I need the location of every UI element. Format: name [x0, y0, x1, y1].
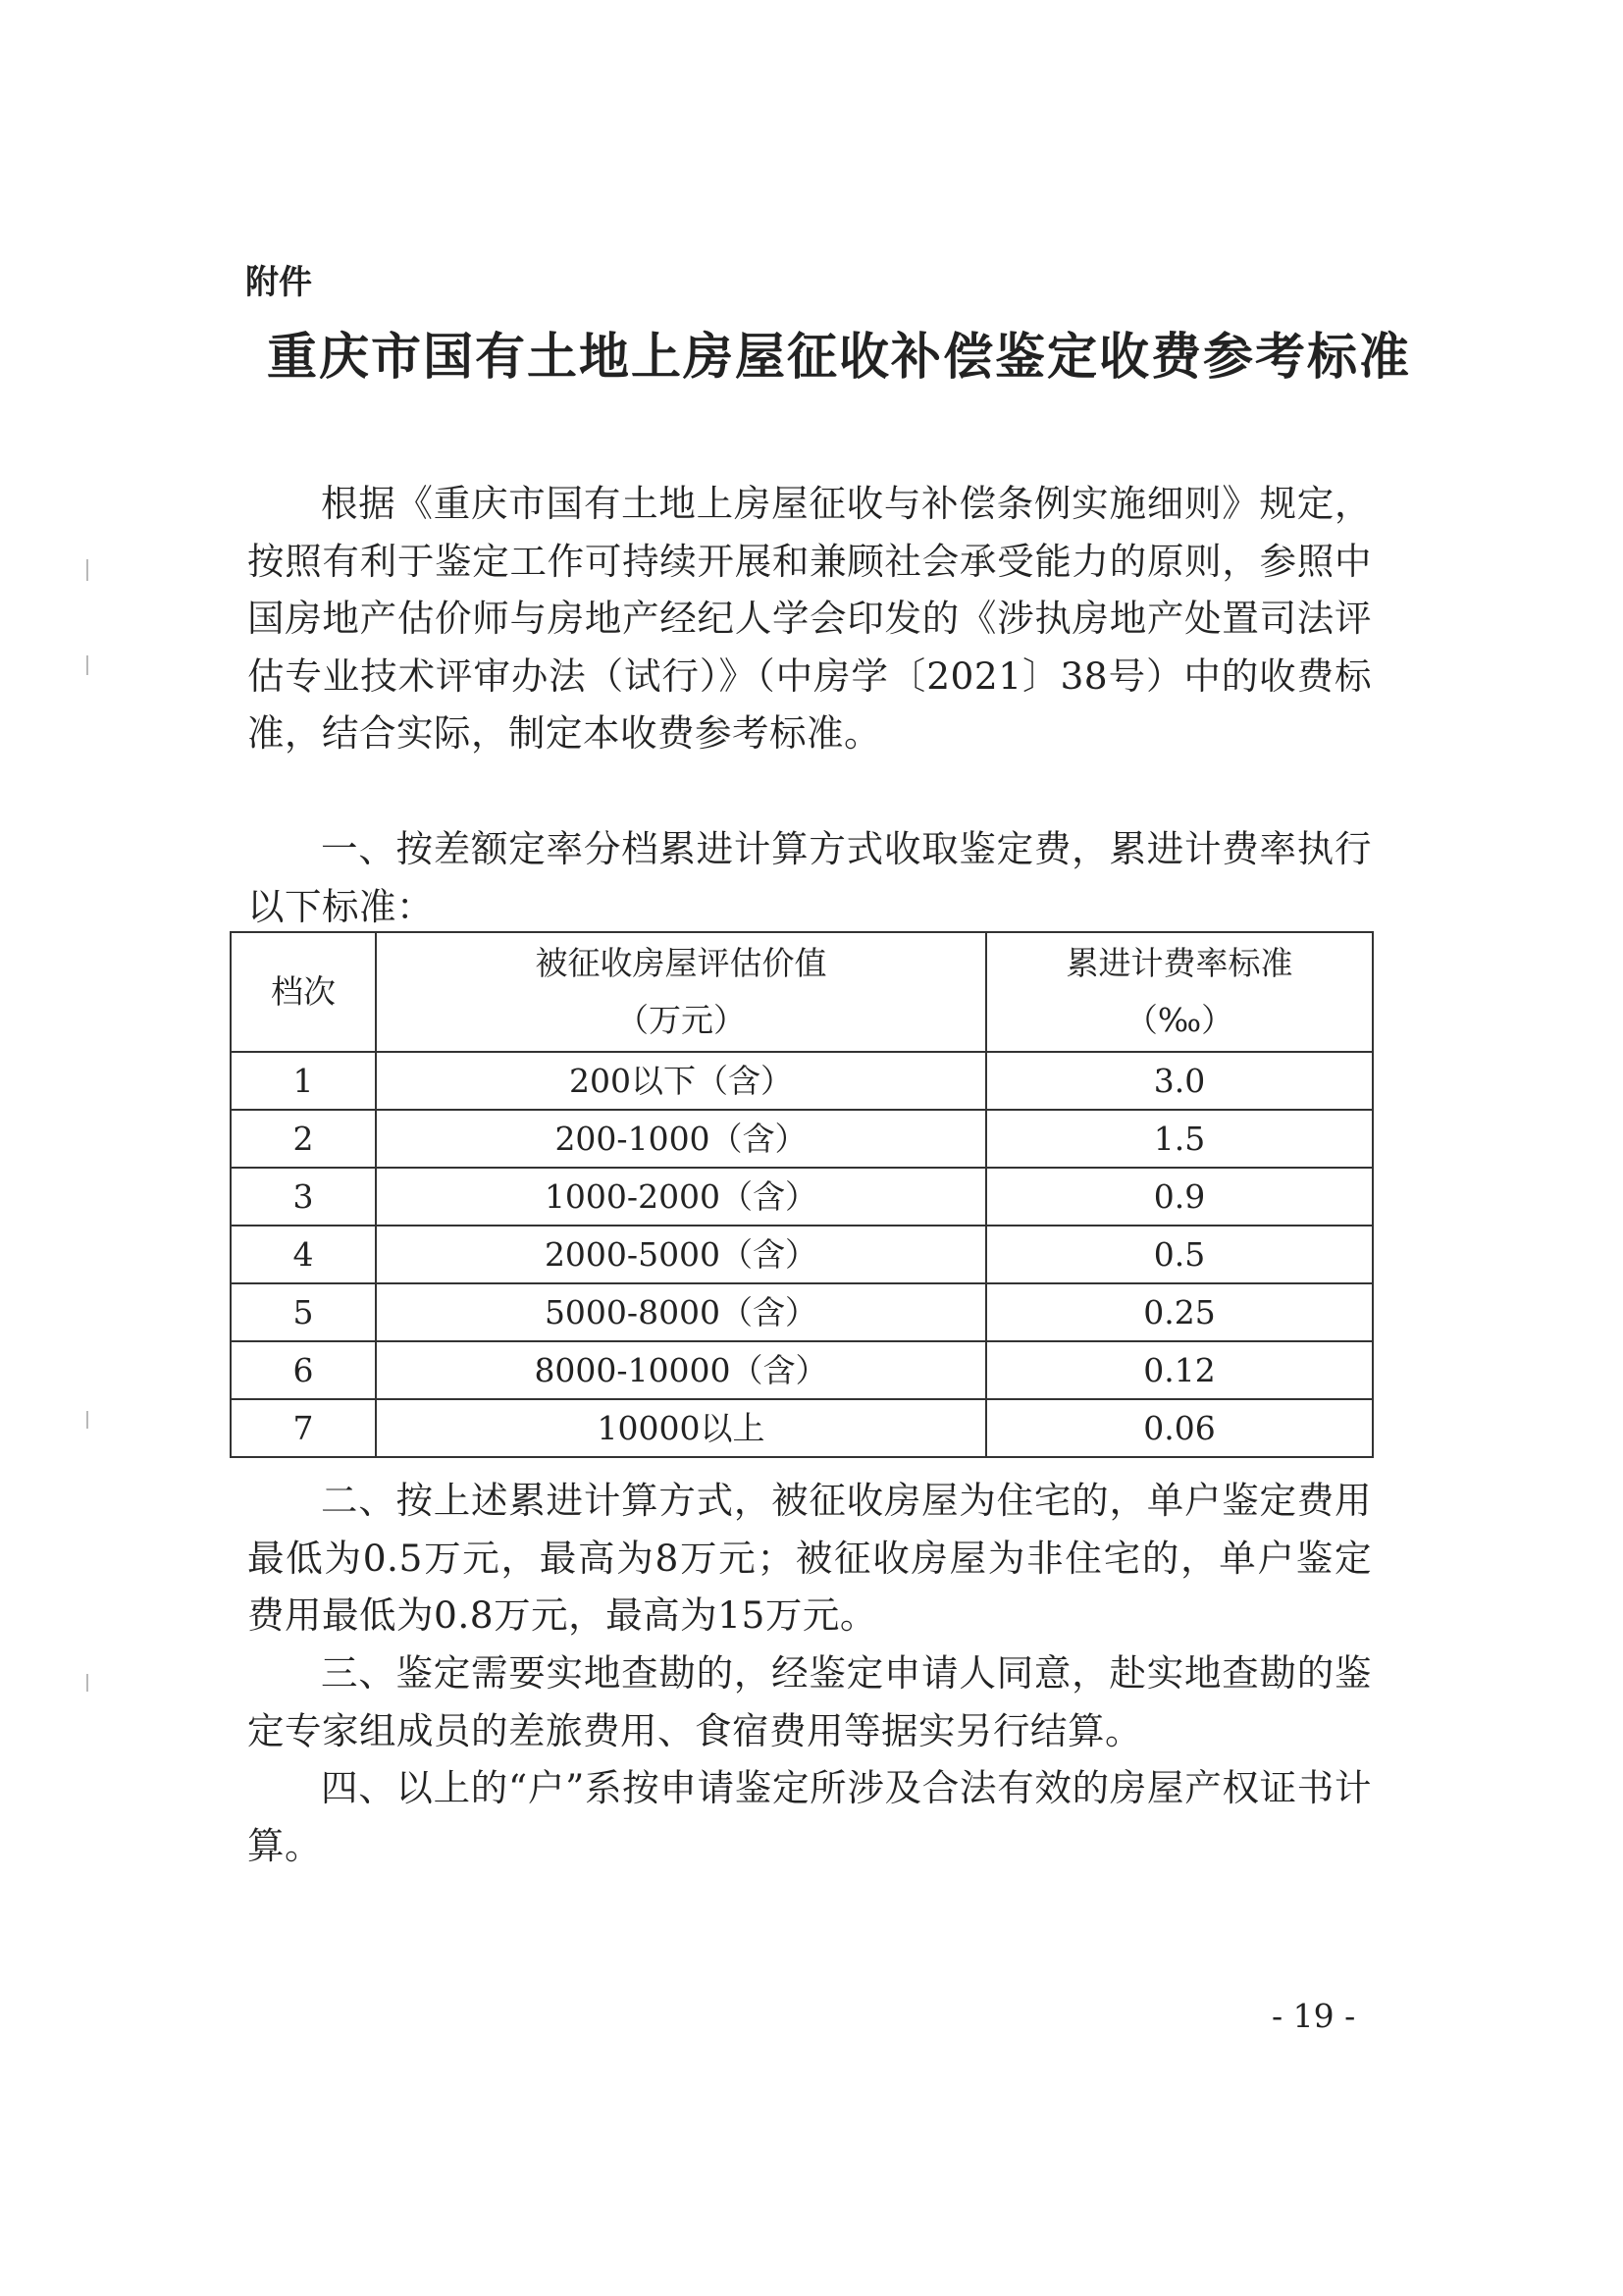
level-cell: 2	[231, 1110, 376, 1168]
scan-edge-mark	[86, 655, 88, 675]
table-header-row	[231, 932, 1373, 1052]
level-cell: 5	[231, 1283, 376, 1341]
assessed-value-cell: 200以下（含）	[376, 1052, 986, 1110]
assessed-value-cell: 8000-10000（含）	[376, 1341, 986, 1399]
assessed-value-column-header	[376, 932, 986, 1052]
table-row	[231, 1283, 1373, 1341]
table-row	[231, 1399, 1373, 1457]
rate-cell: 0.5	[986, 1226, 1373, 1283]
level-cell: 6	[231, 1341, 376, 1399]
assessed-value-cell: 1000-2000（含）	[376, 1168, 986, 1226]
scan-edge-mark	[86, 1411, 88, 1429]
table-row	[231, 1341, 1373, 1399]
rate-cell: 3.0	[986, 1052, 1373, 1110]
assessed-value-cell: 200-1000（含）	[376, 1110, 986, 1168]
table-row	[231, 1226, 1373, 1283]
intro-paragraph: 根据《重庆市国有土地上房屋征收与补偿条例实施细则》规定，按照有利于鉴定工作可持续开展和兼顾社会承受能力的原则，参照中国房地产估价师与房地产经纪人学会印发的《涉执房地产处置司法评估专业技术评审办法（试行）》（中房学〔2021〕38号）中的收费标准，结合实际，制定本收费参考标准。	[247, 482, 1372, 755]
page-number: - 19 -	[1272, 1997, 1356, 2035]
assessed-value-cell: 2000-5000（含）	[376, 1226, 986, 1283]
section-two-paragraph: 二、按上述累进计算方式，被征收房屋为住宅的，单户鉴定费用最低为0.5万元，最高为8万元；被征收房屋为非住宅的，单户鉴定费用最低为0.8万元，最高为15万元。	[247, 1479, 1372, 1637]
rate-cell: 0.06	[986, 1399, 1373, 1457]
table-row	[231, 1110, 1373, 1168]
level-cell: 3	[231, 1168, 376, 1226]
level-cell: 4	[231, 1226, 376, 1283]
rate-cell: 0.9	[986, 1168, 1373, 1226]
rate-cell: 1.5	[986, 1110, 1373, 1168]
assessed-value-cell: 10000以上	[376, 1399, 986, 1457]
fee-rate-table	[230, 931, 1374, 1458]
table-row	[231, 1168, 1373, 1226]
scan-edge-mark	[86, 559, 88, 581]
level-cell: 1	[231, 1052, 376, 1110]
assessed-value-header-line: 被征收房屋评估价值	[535, 944, 827, 982]
table-row	[231, 1052, 1373, 1110]
level-cell: 7	[231, 1399, 376, 1457]
assessed-value-cell: 5000-8000（含）	[376, 1283, 986, 1341]
rate-cell: 0.12	[986, 1341, 1373, 1399]
rate-header-line: 累进计费率标准	[1066, 944, 1293, 982]
rate-column-header	[986, 932, 1373, 1052]
assessed-value-unit: （万元）	[616, 1001, 746, 1039]
section-four-paragraph: 四、以上的“户”系按申请鉴定所涉及合法有效的房屋产权证书计算。	[247, 1766, 1372, 1867]
page-title: 重庆市国有土地上房屋征收补偿鉴定收费参考标准	[267, 328, 1412, 387]
attachment-label: 附件	[245, 263, 312, 302]
rate-cell: 0.25	[986, 1283, 1373, 1341]
level-column-header: 档次	[231, 932, 376, 1052]
scan-edge-mark	[86, 1674, 88, 1692]
section-one-paragraph: 一、按差额定率分档累进计算方式收取鉴定费，累进计费率执行以下标准：	[247, 827, 1372, 928]
section-three-paragraph: 三、鉴定需要实地查勘的，经鉴定申请人同意，赴实地查勘的鉴定专家组成员的差旅费用、食宿费用等据实另行结算。	[247, 1651, 1372, 1752]
rate-unit: （‰）	[1125, 1001, 1234, 1039]
